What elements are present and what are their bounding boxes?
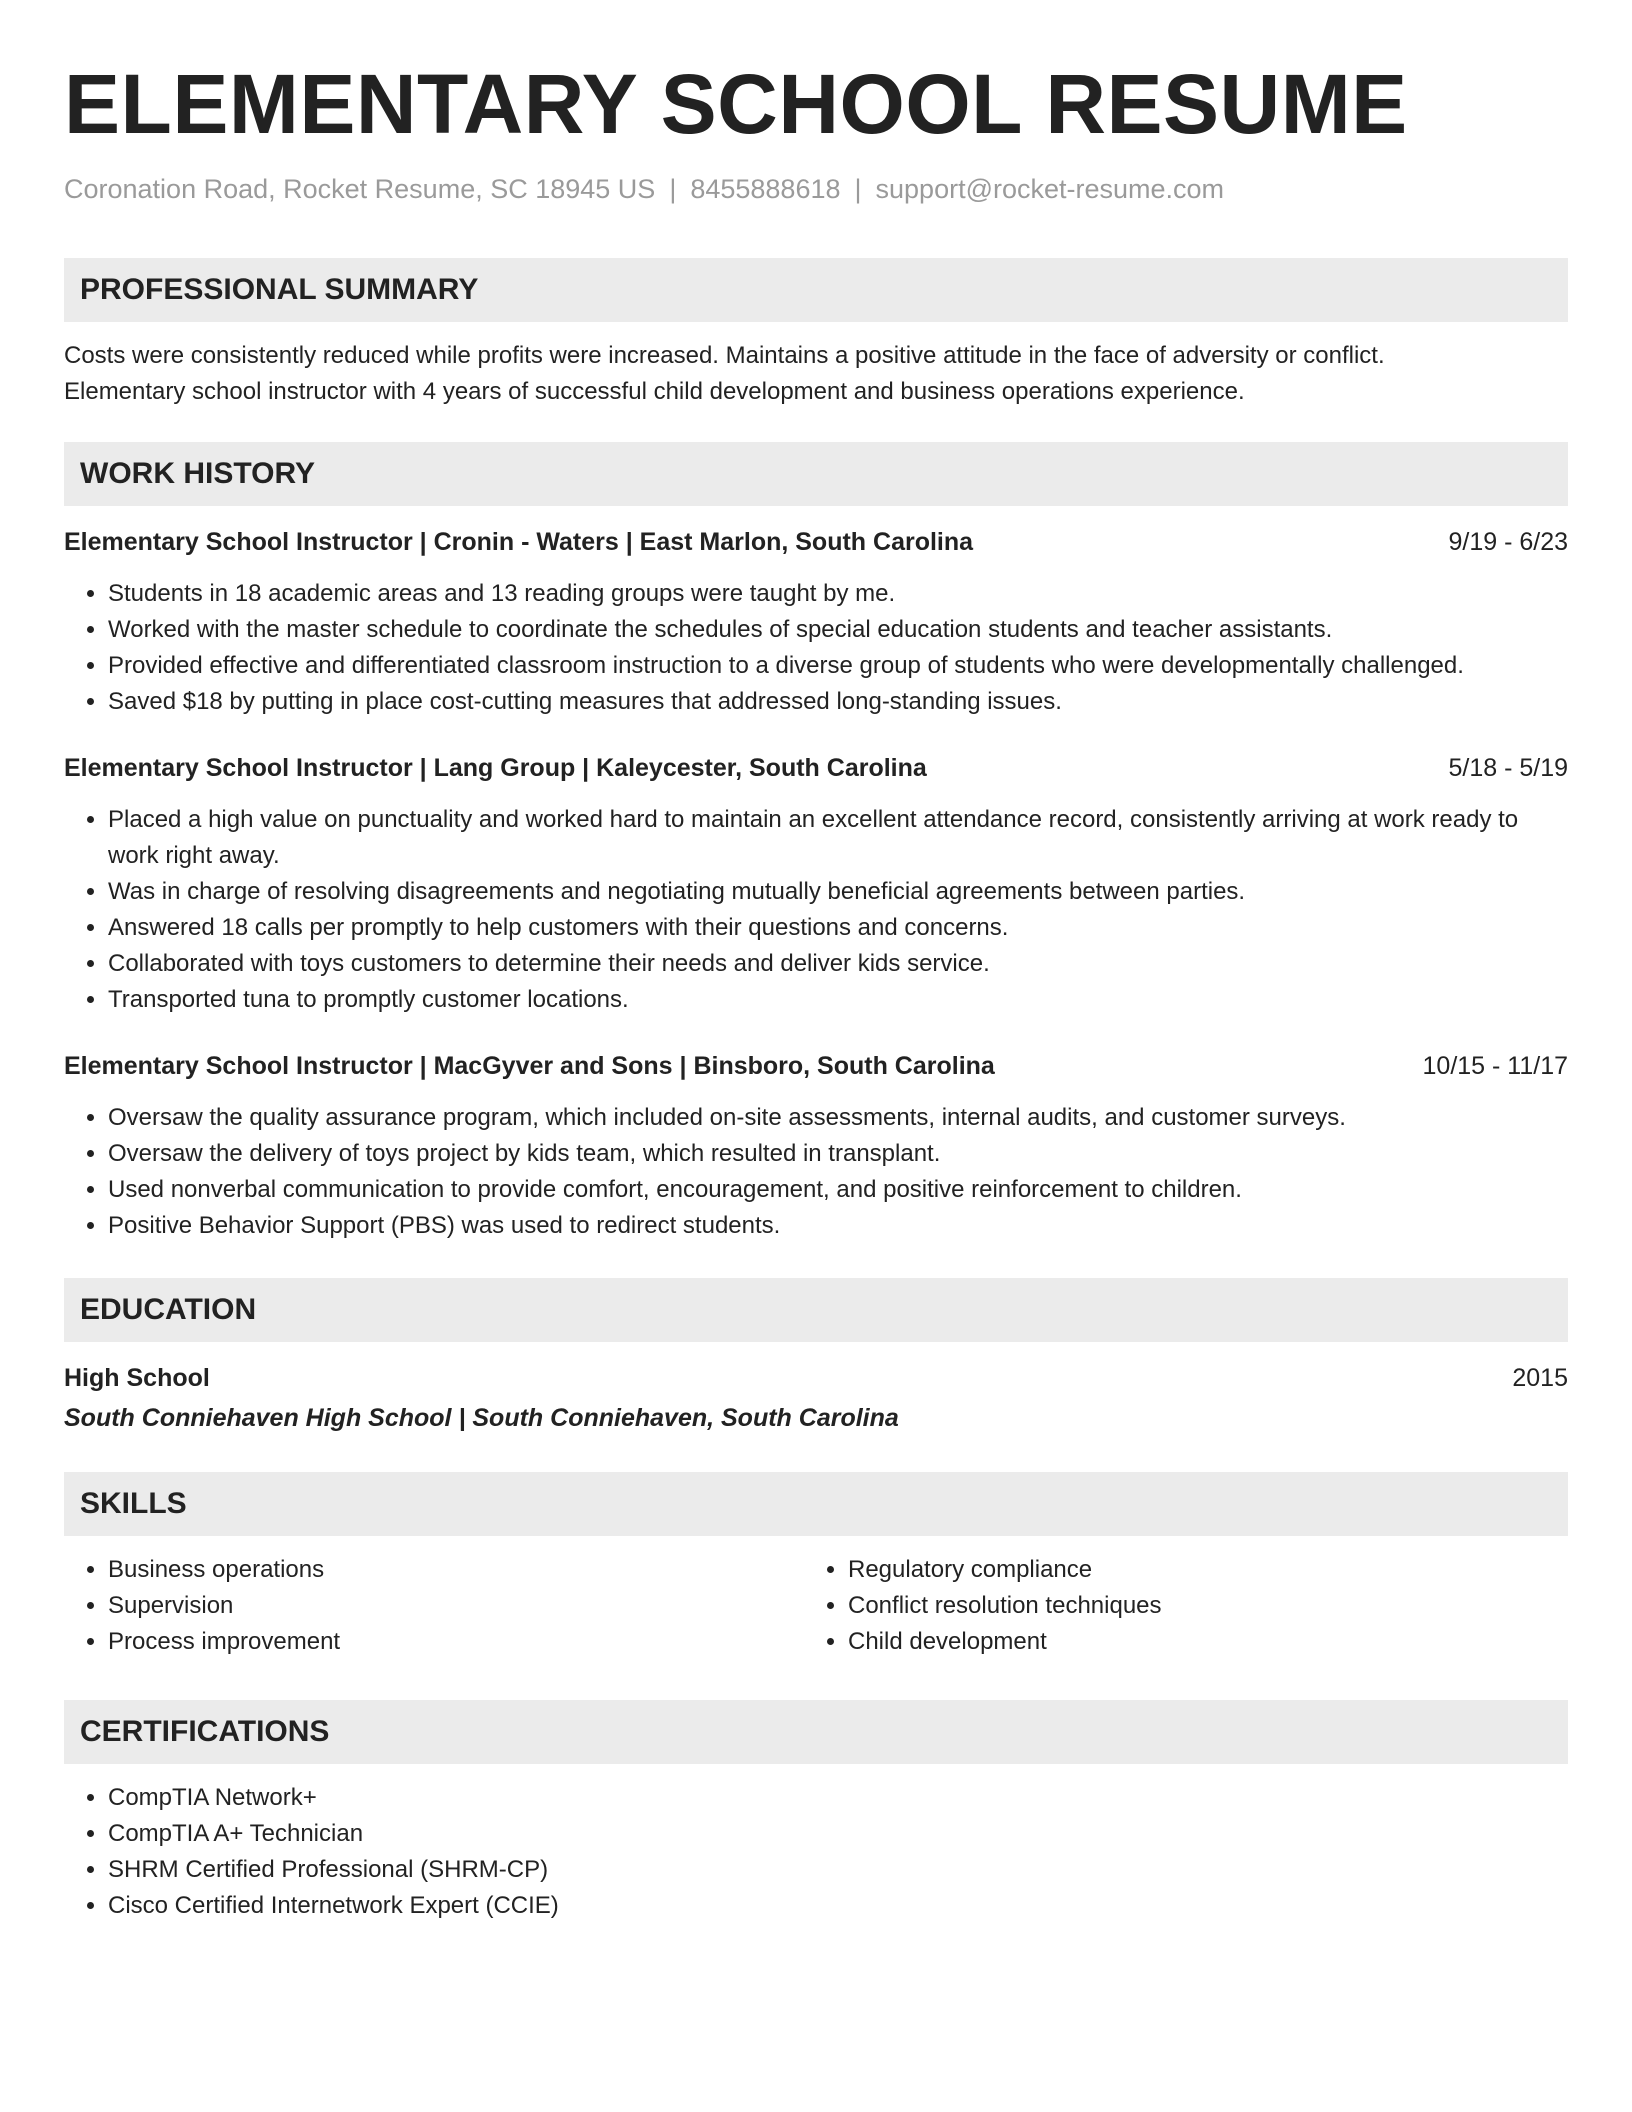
- skill-item: • Conflict resolution techniques: [848, 1588, 1544, 1624]
- education-header: [64, 1360, 1568, 1396]
- summary-line: Elementary school instructor with 4 years of successful child development and business operations experience.: [64, 378, 1245, 405]
- education-school: South Conniehaven High School | South Conniehaven, South Carolina: [64, 1404, 899, 1432]
- job-dates: 9/19 - 6/23: [1448, 528, 1568, 556]
- education-year: 2015: [1512, 1364, 1568, 1392]
- skills-list: [64, 1552, 1568, 1660]
- job-bullet: • Answered 18 calls per promptly to help customers with their questions and concerns.: [108, 910, 1568, 946]
- job-bullet: • Transported tuna to promptly customer locations.: [108, 982, 1568, 1018]
- certification-item: • CompTIA A+ Technician: [108, 1816, 1568, 1852]
- skill-item: • Process improvement: [108, 1624, 804, 1660]
- skills-column-right: [804, 1552, 1544, 1660]
- skill-item: • Supervision: [108, 1588, 804, 1624]
- education-degree: High School: [64, 1364, 210, 1392]
- section-heading-summary: PROFESSIONAL SUMMARY: [64, 258, 1568, 322]
- certification-item: • SHRM Certified Professional (SHRM-CP): [108, 1852, 1568, 1888]
- job-bullet: • Saved $18 by putting in place cost-cutting measures that addressed long-standing issues.: [108, 684, 1568, 720]
- job-bullet: • Provided effective and differentiated classroom instruction to a diverse group of students who were developmentally challenged.: [108, 648, 1568, 684]
- section-heading-education: EDUCATION: [64, 1278, 1568, 1342]
- section-heading-work: WORK HISTORY: [64, 442, 1568, 506]
- job-bullet: • Used nonverbal communication to provide comfort, encouragement, and positive reinforcement to children.: [108, 1172, 1568, 1208]
- job-bullet: • Positive Behavior Support (PBS) was used to redirect students.: [108, 1208, 1568, 1244]
- job-bullet: • Oversaw the quality assurance program, which included on-site assessments, internal audits, and customer surveys.: [108, 1100, 1568, 1136]
- contact-address: Coronation Road, Rocket Resume, SC 18945 US: [64, 174, 656, 204]
- job-bullet: • Students in 18 academic areas and 13 reading groups were taught by me.: [108, 576, 1568, 612]
- skills-column-left: [64, 1552, 804, 1660]
- job-dates: 10/15 - 11/17: [1422, 1052, 1568, 1080]
- resume-title: ELEMENTARY SCHOOL RESUME: [64, 57, 1408, 151]
- summary-line: Costs were consistently reduced while profits were increased. Maintains a positive attitude in the face of adversity or conflict.: [64, 342, 1385, 369]
- job-bullets: [64, 802, 1568, 1018]
- job-title: Elementary School Instructor | Lang Group | Kaleycester, South Carolina: [64, 754, 927, 782]
- section-heading-certifications: CERTIFICATIONS: [64, 1700, 1568, 1764]
- contact-separator: |: [669, 174, 677, 204]
- job-bullet: • Collaborated with toys customers to determine their needs and deliver kids service.: [108, 946, 1568, 982]
- certification-item: • CompTIA Network+: [108, 1780, 1568, 1816]
- job-title: Elementary School Instructor | Cronin - Waters | East Marlon, South Carolina: [64, 528, 974, 556]
- certification-item: • Cisco Certified Internetwork Expert (CCIE): [108, 1888, 1568, 1924]
- job-bullet: • Worked with the master schedule to coordinate the schedules of special education students and teacher assistants.: [108, 612, 1568, 648]
- job-bullet: • Oversaw the delivery of toys project by kids team, which resulted in transplant.: [108, 1136, 1568, 1172]
- job-header: [64, 750, 1568, 786]
- contact-line: [64, 172, 1568, 206]
- job-header: [64, 1048, 1568, 1084]
- certifications-list: [64, 1780, 1568, 1924]
- skill-item: • Business operations: [108, 1552, 804, 1588]
- job-entry: [64, 750, 1568, 1018]
- job-bullets: [64, 576, 1568, 720]
- job-entry: [64, 524, 1568, 720]
- section-heading-skills: SKILLS: [64, 1472, 1568, 1536]
- job-bullet: • Placed a high value on punctuality and worked hard to maintain an excellent attendance record, consistently arriving at work ready to work right away.: [108, 802, 1568, 874]
- job-dates: 5/18 - 5/19: [1448, 754, 1568, 782]
- skills-bullets: [804, 1552, 1544, 1660]
- skill-item: • Child development: [848, 1624, 1544, 1660]
- contact-phone: 8455888618: [690, 174, 841, 204]
- contact-separator: |: [854, 174, 862, 204]
- education-entry: [64, 1360, 1568, 1436]
- job-bullet: • Was in charge of resolving disagreements and negotiating mutually beneficial agreements between parties.: [108, 874, 1568, 910]
- skill-item: • Regulatory compliance: [848, 1552, 1544, 1588]
- job-bullets: [64, 1100, 1568, 1244]
- contact-email: support@rocket-resume.com: [875, 174, 1225, 204]
- job-entry: [64, 1048, 1568, 1244]
- resume-page: [64, 56, 1568, 1924]
- certification-bullets: [64, 1780, 1568, 1924]
- job-title: Elementary School Instructor | MacGyver and Sons | Binsboro, South Carolina: [64, 1052, 995, 1080]
- skills-bullets: [64, 1552, 804, 1660]
- summary-text: [64, 338, 1568, 410]
- job-header: [64, 524, 1568, 560]
